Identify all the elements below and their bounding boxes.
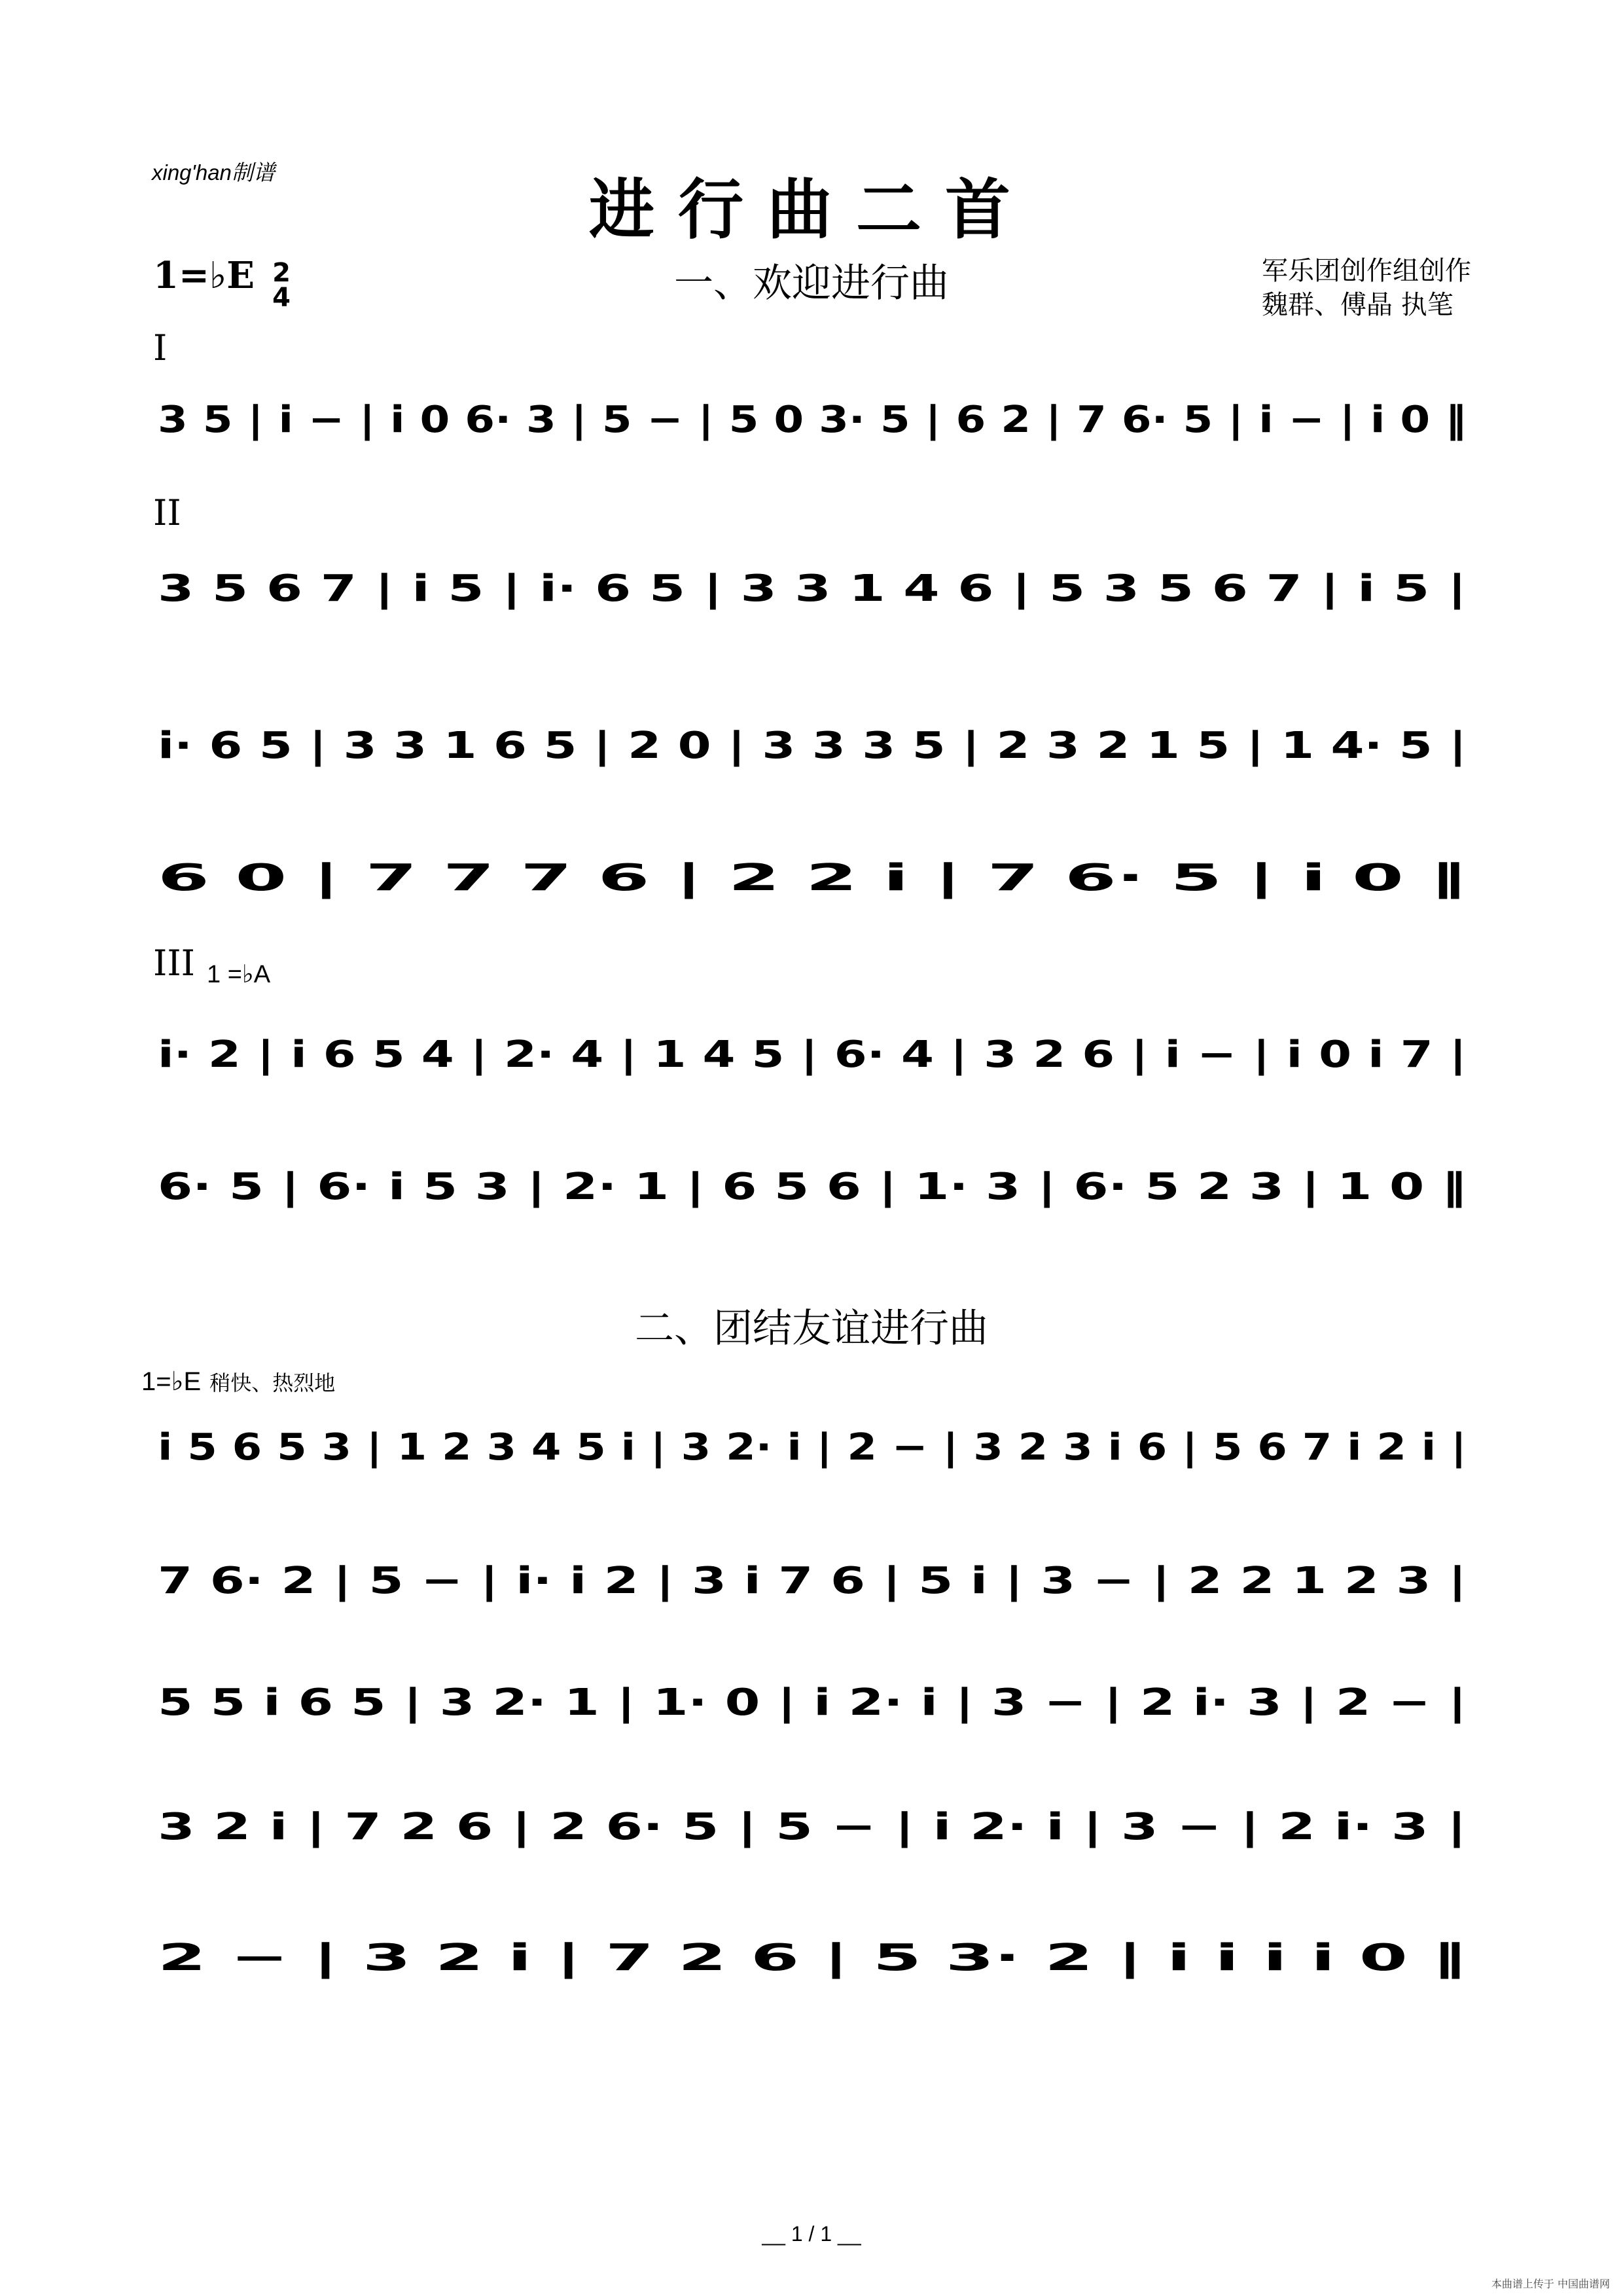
tempo-marking: 稍快、热烈地: [209, 1371, 336, 1395]
notation-row: [154, 380, 1470, 458]
watermark: 本曲谱上传于 中国曲谱网: [1491, 2278, 1610, 2290]
key-signature-2: [141, 1367, 335, 1397]
subtitle-2: 二、团结友谊进行曲: [635, 1306, 988, 1352]
subtitle-1: 一、欢迎进行曲: [674, 260, 949, 306]
notation-row: [154, 1407, 1470, 1486]
composer-line-2: 魏群、傅晶 执笔: [1262, 290, 1454, 320]
notation-row-text: 2 − | 3 2 i | 7 2 6 | 5 3· 2 | i i i i 0 ‖: [158, 1937, 1467, 1979]
notation-row-text: 3 5 6 7 | i 5 | i· 6 5 | 3 3 1 4 6 | 5 3 5 6 7 | i 5 |: [158, 567, 1467, 610]
notation-row: [154, 1662, 1470, 1741]
section-label-1: I: [153, 327, 168, 368]
composer-credit: [1262, 254, 1471, 322]
notation-row: [154, 1147, 1470, 1225]
notation-row-text: i 5 6 5 3 | 1 2 3 4 5 i | 3 2· i | 2 − | 3 2 3 i 6 | 5 6 7 i 2 i |: [158, 1426, 1467, 1469]
section-label-2: II: [153, 492, 181, 533]
notation-row-text: 3 2 i | 7 2 6 | 2 6· 5 | 5 − | i 2· i | 3 − | 2 i· 3 |: [158, 1806, 1467, 1848]
time-signature-bottom: 4: [272, 282, 291, 313]
page-number: __ 1 / 1 __: [762, 2222, 861, 2246]
section-label-3: III: [153, 942, 195, 984]
notation-row: [154, 1014, 1470, 1093]
notation-row: [154, 706, 1470, 784]
notation-row-text: 7 6· 2 | 5 − | i· i 2 | 3 i 7 6 | 5 i | 3 − | 2 2 1 2 3 |: [158, 1560, 1467, 1602]
notation-row: [154, 838, 1470, 916]
notation-row: [154, 1918, 1470, 1996]
credit-text: xing'han制谱: [152, 160, 275, 185]
notation-row: [154, 548, 1470, 627]
notation-row-text: i· 2 | i 6 5 4 | 2· 4 | 1 4 5 | 6· 4 | 3 2 6 | i − | i 0 i 7 |: [158, 1033, 1467, 1076]
notation-row-text: i· 6 5 | 3 3 1 6 5 | 2 0 | 3 3 3 5 | 2 3 2 1 5 | 1 4· 5 |: [158, 725, 1467, 767]
notation-row-text: 6· 5 | 6· i 5 3 | 2· 1 | 6 5 6 | 1· 3 | 6· 5 2 3 | 1 0 ‖: [158, 1166, 1467, 1208]
composer-line-1: 军乐团创作组创作: [1262, 256, 1471, 286]
key-label-2: 1=♭E: [141, 1367, 202, 1396]
page-title: 进行曲二首: [589, 171, 1034, 248]
notation-row-text: 6 0 | 7 7 7 6 | 2 2 i | 7 6· 5 | i 0 ‖: [158, 857, 1467, 899]
key-change-label: 1 =♭A: [207, 961, 271, 988]
key-label: 1=♭E: [153, 254, 255, 297]
notation-row-text: 5 5 i 6 5 | 3 2· 1 | 1· 0 | i 2· i | 3 − | 2 i· 3 | 2 − |: [158, 1681, 1467, 1724]
notation-row: [154, 1787, 1470, 1865]
notation-row: [154, 1541, 1470, 1619]
time-signature-top: 2: [272, 257, 291, 288]
notation-row-text: 3 5 | i − | i 0 6· 3 | 5 − | 5 0 3· 5 | 6 2 | 7 6· 5 | i − | i 0 ‖: [158, 399, 1467, 441]
